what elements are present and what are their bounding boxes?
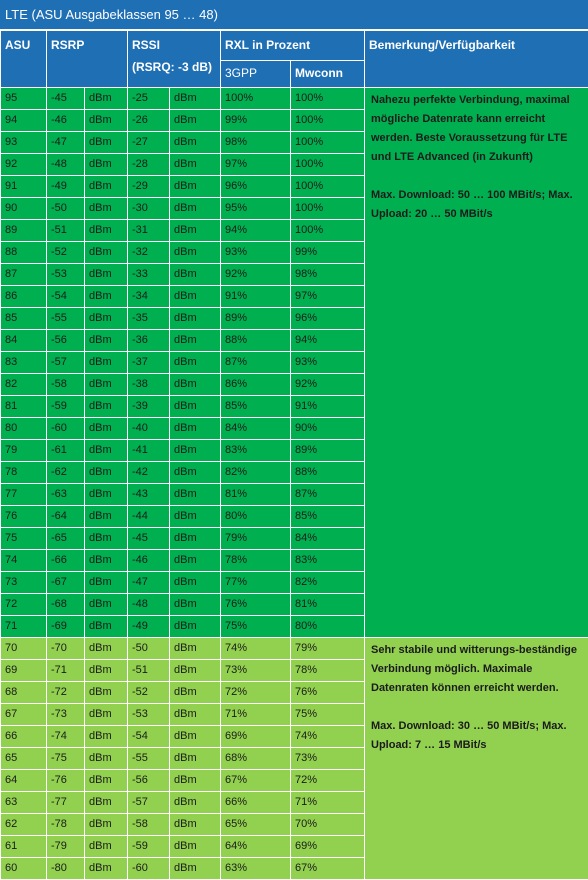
rssi-unit-cell: dBm — [170, 638, 221, 660]
rssi-cell: -31 — [128, 220, 170, 242]
table-body — [1, 88, 588, 880]
rsrp-unit-cell: dBm — [85, 638, 128, 660]
rsrp-cell: -69 — [47, 616, 85, 638]
asu-cell: 63 — [1, 792, 47, 814]
rssi-unit-cell: dBm — [170, 154, 221, 176]
rssi-unit-cell: dBm — [170, 506, 221, 528]
rxl-mwconn-cell: 97% — [291, 286, 365, 308]
rssi-unit-cell: dBm — [170, 682, 221, 704]
remark-cell — [365, 638, 588, 880]
remark-cell — [365, 88, 588, 638]
rxl-3gpp-cell: 77% — [221, 572, 291, 594]
rxl-3gpp-cell: 82% — [221, 462, 291, 484]
rssi-cell: -44 — [128, 506, 170, 528]
rsrp-cell: -66 — [47, 550, 85, 572]
rsrp-unit-cell: dBm — [85, 308, 128, 330]
rssi-unit-cell: dBm — [170, 374, 221, 396]
rxl-3gpp-cell: 64% — [221, 836, 291, 858]
rsrp-unit-cell: dBm — [85, 594, 128, 616]
asu-cell: 68 — [1, 682, 47, 704]
rxl-mwconn-cell: 75% — [291, 704, 365, 726]
asu-cell: 88 — [1, 242, 47, 264]
rsrp-unit-cell: dBm — [85, 748, 128, 770]
rsrp-unit-cell: dBm — [85, 88, 128, 110]
rxl-mwconn-cell: 76% — [291, 682, 365, 704]
rssi-unit-cell: dBm — [170, 858, 221, 880]
rsrp-cell: -65 — [47, 528, 85, 550]
rssi-cell: -48 — [128, 594, 170, 616]
rsrp-unit-cell: dBm — [85, 242, 128, 264]
asu-cell: 92 — [1, 154, 47, 176]
lte-asu-table — [0, 30, 588, 880]
rsrp-unit-cell: dBm — [85, 220, 128, 242]
rsrp-unit-cell: dBm — [85, 660, 128, 682]
rsrp-unit-cell: dBm — [85, 418, 128, 440]
header-rsrp: RSRP — [47, 31, 128, 88]
remark-paragraph: Nahezu perfekte Verbindung, maximal mögliche Datenrate kann erreicht werden. Beste Voraussetzung für LTE und LTE Advanced (in Zukunft) — [371, 91, 582, 167]
rxl-3gpp-cell: 95% — [221, 198, 291, 220]
asu-cell: 89 — [1, 220, 47, 242]
remark-paragraph: Max. Download: 30 … 50 MBit/s; Max. Upload: 7 … 15 MBit/s — [371, 717, 582, 755]
header-asu: ASU — [1, 31, 47, 88]
rxl-mwconn-cell: 85% — [291, 506, 365, 528]
rxl-mwconn-cell: 92% — [291, 374, 365, 396]
asu-cell: 82 — [1, 374, 47, 396]
rsrp-cell: -74 — [47, 726, 85, 748]
asu-cell: 79 — [1, 440, 47, 462]
rssi-unit-cell: dBm — [170, 616, 221, 638]
rxl-3gpp-cell: 75% — [221, 616, 291, 638]
rsrp-cell: -49 — [47, 176, 85, 198]
rxl-mwconn-cell: 100% — [291, 88, 365, 110]
rsrp-unit-cell: dBm — [85, 616, 128, 638]
rsrp-cell: -72 — [47, 682, 85, 704]
rxl-mwconn-cell: 72% — [291, 770, 365, 792]
rxl-3gpp-cell: 96% — [221, 176, 291, 198]
rxl-3gpp-cell: 97% — [221, 154, 291, 176]
asu-cell: 93 — [1, 132, 47, 154]
rssi-cell: -51 — [128, 660, 170, 682]
asu-cell: 69 — [1, 660, 47, 682]
rsrp-cell: -59 — [47, 396, 85, 418]
header-rxl-mwconn: Mwconn — [291, 61, 365, 88]
rssi-unit-cell: dBm — [170, 726, 221, 748]
table-row — [1, 638, 588, 660]
rssi-cell: -27 — [128, 132, 170, 154]
rxl-3gpp-cell: 88% — [221, 330, 291, 352]
rssi-unit-cell: dBm — [170, 594, 221, 616]
rxl-mwconn-cell: 100% — [291, 220, 365, 242]
rxl-mwconn-cell: 99% — [291, 242, 365, 264]
asu-cell: 87 — [1, 264, 47, 286]
rsrp-unit-cell: dBm — [85, 352, 128, 374]
rxl-3gpp-cell: 63% — [221, 858, 291, 880]
rssi-cell: -55 — [128, 748, 170, 770]
rssi-cell: -47 — [128, 572, 170, 594]
rssi-unit-cell: dBm — [170, 110, 221, 132]
rssi-unit-cell: dBm — [170, 748, 221, 770]
rssi-unit-cell: dBm — [170, 550, 221, 572]
header-rxl-3gpp: 3GPP — [221, 61, 291, 88]
rsrp-unit-cell: dBm — [85, 704, 128, 726]
rxl-3gpp-cell: 78% — [221, 550, 291, 572]
rssi-cell: -39 — [128, 396, 170, 418]
rsrp-unit-cell: dBm — [85, 682, 128, 704]
rsrp-cell: -47 — [47, 132, 85, 154]
rssi-cell: -40 — [128, 418, 170, 440]
rssi-cell: -33 — [128, 264, 170, 286]
rxl-3gpp-cell: 84% — [221, 418, 291, 440]
rsrp-cell: -73 — [47, 704, 85, 726]
rxl-mwconn-cell: 67% — [291, 858, 365, 880]
rssi-unit-cell: dBm — [170, 220, 221, 242]
rssi-unit-cell: dBm — [170, 792, 221, 814]
rsrp-cell: -54 — [47, 286, 85, 308]
rxl-mwconn-cell: 96% — [291, 308, 365, 330]
rxl-3gpp-cell: 83% — [221, 440, 291, 462]
rsrp-unit-cell: dBm — [85, 528, 128, 550]
rsrp-cell: -56 — [47, 330, 85, 352]
rssi-unit-cell: dBm — [170, 770, 221, 792]
table-row — [1, 88, 588, 110]
asu-cell: 61 — [1, 836, 47, 858]
asu-cell: 94 — [1, 110, 47, 132]
rssi-unit-cell: dBm — [170, 352, 221, 374]
rssi-cell: -37 — [128, 352, 170, 374]
rssi-cell: -41 — [128, 440, 170, 462]
rxl-3gpp-cell: 92% — [221, 264, 291, 286]
rsrp-unit-cell: dBm — [85, 264, 128, 286]
asu-cell: 74 — [1, 550, 47, 572]
rssi-cell: -36 — [128, 330, 170, 352]
rssi-cell: -29 — [128, 176, 170, 198]
rssi-cell: -58 — [128, 814, 170, 836]
asu-cell: 81 — [1, 396, 47, 418]
rssi-cell: -34 — [128, 286, 170, 308]
rsrp-unit-cell: dBm — [85, 858, 128, 880]
rsrp-unit-cell: dBm — [85, 176, 128, 198]
rxl-3gpp-cell: 72% — [221, 682, 291, 704]
rsrp-cell: -80 — [47, 858, 85, 880]
rsrp-cell: -61 — [47, 440, 85, 462]
rxl-3gpp-cell: 98% — [221, 132, 291, 154]
rsrp-cell: -55 — [47, 308, 85, 330]
rxl-3gpp-cell: 91% — [221, 286, 291, 308]
rssi-unit-cell: dBm — [170, 286, 221, 308]
rxl-3gpp-cell: 79% — [221, 528, 291, 550]
rsrp-unit-cell: dBm — [85, 726, 128, 748]
rssi-unit-cell: dBm — [170, 176, 221, 198]
rxl-3gpp-cell: 71% — [221, 704, 291, 726]
rssi-unit-cell: dBm — [170, 704, 221, 726]
rxl-mwconn-cell: 79% — [291, 638, 365, 660]
rsrp-cell: -51 — [47, 220, 85, 242]
rsrp-cell: -53 — [47, 264, 85, 286]
asu-cell: 64 — [1, 770, 47, 792]
rxl-mwconn-cell: 74% — [291, 726, 365, 748]
rssi-cell: -43 — [128, 484, 170, 506]
rssi-unit-cell: dBm — [170, 836, 221, 858]
asu-cell: 67 — [1, 704, 47, 726]
rxl-3gpp-cell: 100% — [221, 88, 291, 110]
asu-cell: 78 — [1, 462, 47, 484]
asu-cell: 84 — [1, 330, 47, 352]
rxl-mwconn-cell: 100% — [291, 154, 365, 176]
asu-cell: 91 — [1, 176, 47, 198]
rssi-unit-cell: dBm — [170, 132, 221, 154]
rsrp-cell: -48 — [47, 154, 85, 176]
rsrp-unit-cell: dBm — [85, 770, 128, 792]
header-remark: Bemerkung/Verfügbarkeit — [365, 31, 588, 88]
rxl-3gpp-cell: 65% — [221, 814, 291, 836]
rssi-unit-cell: dBm — [170, 814, 221, 836]
rsrp-cell: -57 — [47, 352, 85, 374]
rsrp-unit-cell: dBm — [85, 792, 128, 814]
rsrp-unit-cell: dBm — [85, 462, 128, 484]
rxl-3gpp-cell: 67% — [221, 770, 291, 792]
rxl-mwconn-cell: 73% — [291, 748, 365, 770]
rssi-cell: -32 — [128, 242, 170, 264]
rxl-3gpp-cell: 73% — [221, 660, 291, 682]
rxl-mwconn-cell: 69% — [291, 836, 365, 858]
rxl-3gpp-cell: 81% — [221, 484, 291, 506]
rssi-cell: -49 — [128, 616, 170, 638]
rsrp-unit-cell: dBm — [85, 396, 128, 418]
rssi-cell: -26 — [128, 110, 170, 132]
rsrp-cell: -67 — [47, 572, 85, 594]
rsrp-unit-cell: dBm — [85, 132, 128, 154]
rxl-mwconn-cell: 83% — [291, 550, 365, 572]
rssi-cell: -56 — [128, 770, 170, 792]
rssi-cell: -54 — [128, 726, 170, 748]
rssi-cell: -46 — [128, 550, 170, 572]
asu-cell: 95 — [1, 88, 47, 110]
rsrp-cell: -60 — [47, 418, 85, 440]
rsrp-unit-cell: dBm — [85, 374, 128, 396]
rsrp-unit-cell: dBm — [85, 550, 128, 572]
header-rxl: RXL in Prozent — [221, 31, 365, 61]
rxl-mwconn-cell: 84% — [291, 528, 365, 550]
rxl-3gpp-cell: 93% — [221, 242, 291, 264]
rssi-unit-cell: dBm — [170, 242, 221, 264]
rxl-mwconn-cell: 82% — [291, 572, 365, 594]
rxl-mwconn-cell: 100% — [291, 176, 365, 198]
remark-paragraph: Max. Download: 50 … 100 MBit/s; Max. Upload: 20 … 50 MBit/s — [371, 186, 582, 224]
rxl-3gpp-cell: 69% — [221, 726, 291, 748]
rssi-unit-cell: dBm — [170, 484, 221, 506]
rxl-mwconn-cell: 93% — [291, 352, 365, 374]
rsrp-cell: -62 — [47, 462, 85, 484]
rxl-mwconn-cell: 100% — [291, 198, 365, 220]
rxl-3gpp-cell: 99% — [221, 110, 291, 132]
rssi-unit-cell: dBm — [170, 418, 221, 440]
header-rssi-label: RSSI — [132, 38, 160, 52]
rxl-3gpp-cell: 80% — [221, 506, 291, 528]
rxl-3gpp-cell: 74% — [221, 638, 291, 660]
rsrp-unit-cell: dBm — [85, 110, 128, 132]
asu-cell: 71 — [1, 616, 47, 638]
rssi-unit-cell: dBm — [170, 572, 221, 594]
rsrp-cell: -70 — [47, 638, 85, 660]
rssi-unit-cell: dBm — [170, 396, 221, 418]
rxl-mwconn-cell: 89% — [291, 440, 365, 462]
rxl-3gpp-cell: 87% — [221, 352, 291, 374]
rssi-cell: -45 — [128, 528, 170, 550]
rsrp-cell: -63 — [47, 484, 85, 506]
asu-cell: 75 — [1, 528, 47, 550]
rssi-unit-cell: dBm — [170, 330, 221, 352]
asu-cell: 62 — [1, 814, 47, 836]
rxl-mwconn-cell: 91% — [291, 396, 365, 418]
rssi-cell: -25 — [128, 88, 170, 110]
rssi-cell: -28 — [128, 154, 170, 176]
rssi-unit-cell: dBm — [170, 440, 221, 462]
rsrp-unit-cell: dBm — [85, 484, 128, 506]
rxl-3gpp-cell: 76% — [221, 594, 291, 616]
rsrp-cell: -79 — [47, 836, 85, 858]
rsrp-unit-cell: dBm — [85, 154, 128, 176]
rsrp-cell: -71 — [47, 660, 85, 682]
rxl-3gpp-cell: 94% — [221, 220, 291, 242]
header-rssi — [128, 31, 221, 88]
rxl-3gpp-cell: 68% — [221, 748, 291, 770]
rsrp-cell: -77 — [47, 792, 85, 814]
rssi-cell: -38 — [128, 374, 170, 396]
rssi-unit-cell: dBm — [170, 198, 221, 220]
rssi-cell: -42 — [128, 462, 170, 484]
rssi-unit-cell: dBm — [170, 308, 221, 330]
rsrp-unit-cell: dBm — [85, 572, 128, 594]
asu-cell: 72 — [1, 594, 47, 616]
rssi-cell: -50 — [128, 638, 170, 660]
rsrp-cell: -50 — [47, 198, 85, 220]
rsrp-unit-cell: dBm — [85, 836, 128, 858]
rssi-cell: -60 — [128, 858, 170, 880]
rxl-mwconn-cell: 87% — [291, 484, 365, 506]
asu-cell: 77 — [1, 484, 47, 506]
rssi-cell: -52 — [128, 682, 170, 704]
rsrp-cell: -64 — [47, 506, 85, 528]
rsrp-cell: -46 — [47, 110, 85, 132]
rxl-mwconn-cell: 81% — [291, 594, 365, 616]
rxl-3gpp-cell: 66% — [221, 792, 291, 814]
asu-cell: 60 — [1, 858, 47, 880]
rsrp-cell: -45 — [47, 88, 85, 110]
rssi-cell: -59 — [128, 836, 170, 858]
rssi-cell: -57 — [128, 792, 170, 814]
rsrp-cell: -78 — [47, 814, 85, 836]
rsrp-unit-cell: dBm — [85, 330, 128, 352]
remark-paragraph: Sehr stabile und witterungs-beständige Verbindung möglich. Maximale Datenraten können erreicht werden. — [371, 641, 582, 698]
asu-cell: 73 — [1, 572, 47, 594]
rsrp-cell: -76 — [47, 770, 85, 792]
rxl-mwconn-cell: 100% — [291, 132, 365, 154]
rsrp-unit-cell: dBm — [85, 440, 128, 462]
rssi-unit-cell: dBm — [170, 264, 221, 286]
rxl-mwconn-cell: 90% — [291, 418, 365, 440]
rxl-mwconn-cell: 98% — [291, 264, 365, 286]
asu-cell: 90 — [1, 198, 47, 220]
rxl-mwconn-cell: 78% — [291, 660, 365, 682]
rxl-mwconn-cell: 94% — [291, 330, 365, 352]
rxl-3gpp-cell: 85% — [221, 396, 291, 418]
rsrp-cell: -58 — [47, 374, 85, 396]
asu-cell: 83 — [1, 352, 47, 374]
asu-cell: 86 — [1, 286, 47, 308]
asu-cell: 66 — [1, 726, 47, 748]
rssi-unit-cell: dBm — [170, 88, 221, 110]
asu-cell: 70 — [1, 638, 47, 660]
rssi-cell: -53 — [128, 704, 170, 726]
rssi-cell: -35 — [128, 308, 170, 330]
rssi-unit-cell: dBm — [170, 528, 221, 550]
rsrp-cell: -75 — [47, 748, 85, 770]
asu-cell: 85 — [1, 308, 47, 330]
rssi-cell: -30 — [128, 198, 170, 220]
rsrp-unit-cell: dBm — [85, 814, 128, 836]
rsrp-unit-cell: dBm — [85, 506, 128, 528]
rsrp-cell: -68 — [47, 594, 85, 616]
asu-cell: 80 — [1, 418, 47, 440]
asu-cell: 65 — [1, 748, 47, 770]
table-header — [1, 31, 588, 88]
rxl-3gpp-cell: 86% — [221, 374, 291, 396]
rxl-mwconn-cell: 100% — [291, 110, 365, 132]
rxl-mwconn-cell: 80% — [291, 616, 365, 638]
rxl-mwconn-cell: 70% — [291, 814, 365, 836]
table-title: LTE (ASU Ausgabeklassen 95 … 48) — [0, 0, 588, 30]
header-rssi-sub: (RSRQ: -3 dB) — [132, 60, 220, 74]
rssi-unit-cell: dBm — [170, 660, 221, 682]
rssi-unit-cell: dBm — [170, 462, 221, 484]
rxl-mwconn-cell: 71% — [291, 792, 365, 814]
rxl-3gpp-cell: 89% — [221, 308, 291, 330]
rsrp-unit-cell: dBm — [85, 286, 128, 308]
rsrp-unit-cell: dBm — [85, 198, 128, 220]
rsrp-cell: -52 — [47, 242, 85, 264]
rxl-mwconn-cell: 88% — [291, 462, 365, 484]
asu-cell: 76 — [1, 506, 47, 528]
